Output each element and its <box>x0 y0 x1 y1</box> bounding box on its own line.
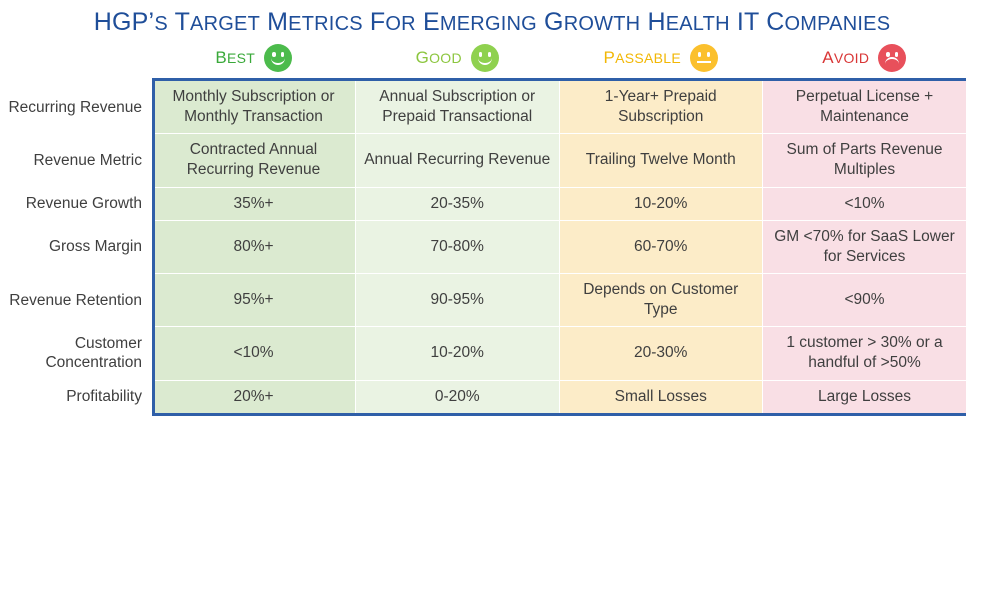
table-left-rule <box>152 81 155 413</box>
table-cell: Large Losses <box>763 380 967 413</box>
table-cell: 35%+ <box>152 187 356 220</box>
column-header-avoid <box>763 43 967 78</box>
table-cell: GM <70% for SaaS Lower for Services <box>763 220 967 273</box>
table-cell: Small Losses <box>559 380 763 413</box>
row-label: Revenue Retention <box>9 291 142 309</box>
table-cell: Contracted Annual Recurring Revenue <box>152 134 356 187</box>
table-cell: Sum of Parts Revenue Multiples <box>763 134 967 187</box>
table-cell: 10-20% <box>356 327 560 380</box>
table-cell: 20%+ <box>152 380 356 413</box>
column-header-label: AVOID <box>822 48 870 67</box>
table-bottom-rule <box>152 413 966 416</box>
column-header-best <box>152 43 356 78</box>
table-row <box>152 380 966 413</box>
table-row <box>152 220 966 273</box>
table-cell: 1-Year+ Prepaid Subscription <box>559 81 763 134</box>
table-cell: Annual Subscription or Prepaid Transactional <box>356 81 560 134</box>
table-row <box>152 81 966 134</box>
column-header-label: GOOD <box>415 48 462 67</box>
column-header-label: PASSABLE <box>603 48 682 67</box>
table-cell: 20-30% <box>559 327 763 380</box>
table-cell: 0-20% <box>356 380 560 413</box>
column-header-label: BEST <box>215 48 256 67</box>
table-cell: Trailing Twelve Month <box>559 134 763 187</box>
smiley-neutral-face-icon <box>690 44 718 72</box>
smiley-sad-face-icon <box>878 44 906 72</box>
table-cell: 60-70% <box>559 220 763 273</box>
metrics-header-table <box>152 43 966 78</box>
table-cell: <90% <box>763 273 967 326</box>
column-header-good <box>356 43 560 78</box>
page-title: HGP’S TARGET METRICS FOR EMERGING GROWTH HEALTH IT COMPANIES <box>93 8 891 36</box>
table-cell: <10% <box>152 327 356 380</box>
table-header-row <box>152 43 966 78</box>
row-label: Revenue Metric <box>33 151 142 169</box>
table-row <box>152 327 966 380</box>
table-row <box>152 187 966 220</box>
table-cell: Monthly Subscription or Monthly Transaction <box>152 81 356 134</box>
table-cell: 95%+ <box>152 273 356 326</box>
table-cell: 1 customer > 30% or a handful of >50% <box>763 327 967 380</box>
table-cell: Perpetual License + Maintenance <box>763 81 967 134</box>
table-cell: 70-80% <box>356 220 560 273</box>
row-label: Recurring Revenue <box>8 98 142 116</box>
row-label: Profitability <box>66 387 142 405</box>
table-cell: Annual Recurring Revenue <box>356 134 560 187</box>
metrics-table-wrap <box>0 43 984 416</box>
table-cell: <10% <box>763 187 967 220</box>
table-cell: 20-35% <box>356 187 560 220</box>
table-cell: 90-95% <box>356 273 560 326</box>
row-label: Revenue Growth <box>25 195 142 213</box>
table-row <box>152 273 966 326</box>
table-cell: 10-20% <box>559 187 763 220</box>
metrics-body-holder <box>152 81 966 413</box>
table-row <box>152 134 966 187</box>
column-header-passable <box>559 43 763 78</box>
smiley-happy-face-icon <box>471 44 499 72</box>
row-label: Customer Concentration <box>45 334 142 372</box>
smiley-happy-face-icon <box>264 44 292 72</box>
row-label: Gross Margin <box>48 238 142 256</box>
metrics-body-table <box>152 81 966 413</box>
table-cell: Depends on Customer Type <box>559 273 763 326</box>
table-cell: 80%+ <box>152 220 356 273</box>
